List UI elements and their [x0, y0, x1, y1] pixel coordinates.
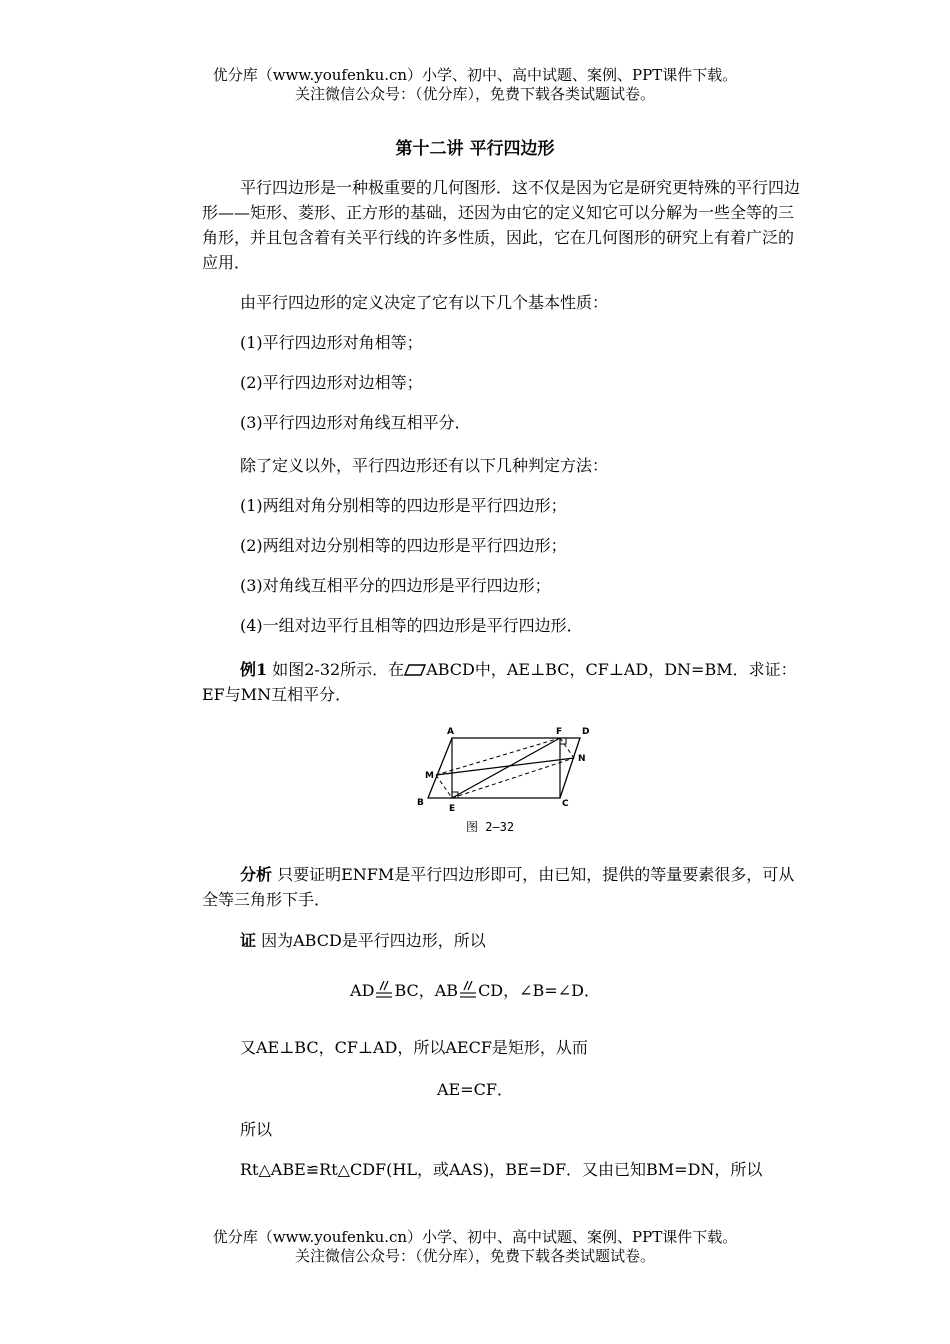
- criteria-item: (3)对角线互相平分的四边形是平行四边形；: [240, 576, 551, 595]
- page-header: [0, 66, 950, 104]
- parallelogram-symbol-icon: [404, 664, 426, 676]
- header-line-2: 关注微信公众号：（优分库），免费下载各类试题试卷。: [294, 85, 655, 103]
- eq-rest: CD，∠B=∠D．: [478, 981, 600, 1000]
- point-label: A: [447, 727, 454, 737]
- proof-equation: [0, 979, 950, 1003]
- point-label: B: [417, 798, 424, 808]
- criteria-intro: 除了定义以外，平行四边形还有以下几种判定方法：: [240, 456, 609, 475]
- footer-line-1: 优分库（www.youfenku.cn）小学、初中、高中试题、案例、PPT课件下载。: [212, 1228, 738, 1246]
- proof-line-5: 所以: [240, 1120, 273, 1139]
- example-1: [202, 657, 802, 707]
- point-label: F: [556, 727, 563, 737]
- point-label: E: [449, 804, 456, 814]
- example-text-a: 如图2-32所示．在: [267, 660, 405, 679]
- analysis-label: 分析: [240, 865, 273, 884]
- header-line-1: 优分库（www.youfenku.cn）小学、初中、高中试题、案例、PPT课件下载。: [212, 66, 738, 84]
- criteria-item: (1)两组对角分别相等的四边形是平行四边形；: [240, 496, 567, 515]
- eq-bc: BC，AB: [394, 981, 459, 1000]
- parallel-equal-icon: [374, 981, 394, 999]
- parallel-equal-icon: [458, 981, 478, 999]
- properties-intro: 由平行四边形的定义决定了它有以下几个基本性质：: [240, 293, 609, 312]
- proof-line-4: AE=CF．: [437, 1080, 513, 1099]
- example-text-b: ABCD中，AE⊥BC，CF⊥AD，DN=BM．求证：EF与MN互相平分．: [202, 660, 797, 704]
- point-label: M: [425, 771, 434, 781]
- point-label: C: [562, 799, 569, 809]
- proof-text: 因为ABCD是平行四边形，所以: [256, 931, 486, 950]
- property-item: (1)平行四边形对角相等；: [240, 333, 423, 352]
- analysis-text: 只要证明ENFM是平行四边形即可，由已知，提供的等量要素很多，可从全等三角形下手．: [202, 865, 795, 909]
- footer-line-2: 关注微信公众号：（优分库），免费下载各类试题试卷。: [294, 1247, 655, 1265]
- point-label: N: [578, 754, 586, 764]
- figure-caption: 图 2—32: [466, 820, 515, 834]
- property-item: (3)平行四边形对角线互相平分．: [240, 413, 471, 432]
- intro-paragraph: 平行四边形是一种极重要的几何图形．这不仅是因为它是研究更特殊的平行四边形——矩形、菱形、正方形的基础，还因为由它的定义知它可以分解为一些全等的三角形，并且包含着有关平行线的许多性质，因此，它在几何图形的研究上有着广泛的应用．: [202, 178, 801, 272]
- criteria-item: (2)两组对边分别相等的四边形是平行四边形；: [240, 536, 567, 555]
- page-footer: [0, 1228, 950, 1266]
- page-title: 第十二讲 平行四边形: [395, 139, 555, 159]
- proof-line-6: Rt△ABE≌Rt△CDF(HL，或AAS)，BE=DF．又由已知BM=DN，所以: [240, 1160, 763, 1179]
- eq-ad: AD: [350, 981, 375, 1000]
- criteria-item: (4)一组对边平行且相等的四边形是平行四边形．: [240, 616, 583, 635]
- example-label: 例1: [240, 660, 268, 679]
- analysis-paragraph: [202, 862, 802, 912]
- property-item: (2)平行四边形对边相等；: [240, 373, 423, 392]
- proof-line-1: [240, 929, 486, 953]
- proof-label: 证: [240, 931, 257, 950]
- proof-line-3: 又AE⊥BC，CF⊥AD，所以AECF是矩形，从而: [240, 1038, 588, 1057]
- point-label: D: [582, 727, 590, 737]
